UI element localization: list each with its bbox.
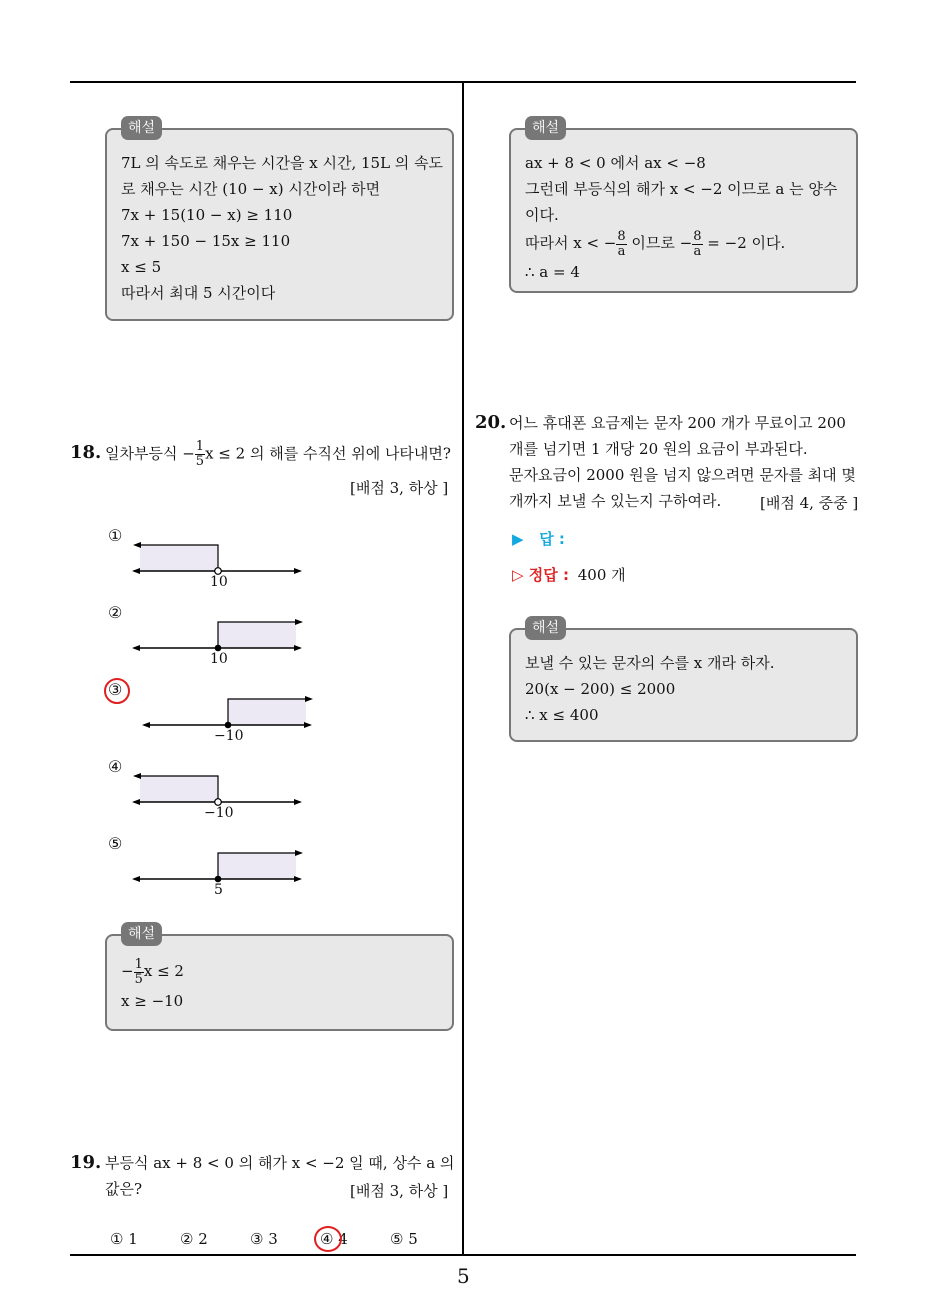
option-5-mark[interactable]: ⑤: [108, 834, 123, 853]
solution-line: 7x + 150 − 15x ≥ 110: [121, 232, 291, 250]
correct-answer-value: 400 개: [577, 566, 626, 584]
fraction-denominator: a: [617, 243, 626, 259]
fraction: [616, 230, 626, 259]
option-3-mark[interactable]: ③: [108, 680, 123, 699]
solution-line: [525, 228, 842, 259]
question-text-18: [105, 440, 451, 469]
solution-line: ∴ a = 4: [525, 262, 580, 281]
choice-2[interactable]: ② 2: [180, 1230, 208, 1248]
question-number-20: 20.: [475, 412, 507, 433]
solution-line: 이다.: [525, 206, 559, 224]
number-line-label: −10: [204, 805, 234, 821]
fraction-denominator: 5: [134, 971, 143, 987]
solution-line: 로 채우는 시간 (10 − x) 시간이라 하면: [121, 180, 381, 198]
fraction-numerator: 1: [195, 439, 205, 454]
selected-answer-circle: [104, 678, 130, 704]
solution-text-part: x ≤ 2: [143, 962, 184, 980]
correct-answer-label: ▷ 정답 :: [512, 566, 569, 584]
fraction-numerator: 1: [134, 956, 143, 972]
solution-tag: 해설: [525, 616, 566, 640]
question-line: 문자요금이 2000 원을 넘지 않으려면 문자를 최대 몇: [509, 466, 856, 484]
option-2-mark[interactable]: ②: [108, 603, 123, 622]
solution-line: ∴ x ≤ 400: [525, 706, 599, 724]
fraction-denominator: 5: [195, 454, 205, 469]
fraction-denominator: a: [693, 243, 702, 259]
choice-4[interactable]: ④ 4: [320, 1230, 348, 1248]
solution-tag: 해설: [121, 116, 162, 140]
number-line-label: −10: [214, 728, 244, 744]
solution-line: ax + 8 < 0 에서 ax < −8: [525, 154, 706, 172]
fraction-numerator: 8: [693, 228, 702, 244]
choice-1[interactable]: ① 1: [110, 1230, 138, 1248]
selected-answer-circle: [314, 1226, 342, 1252]
answer-field-label[interactable]: ▶ 답 :: [512, 530, 565, 548]
solution-text-part: −: [121, 962, 134, 980]
choice-3[interactable]: ③ 3: [250, 1230, 278, 1248]
question-line: 개까지 보낼 수 있는지 구하여라.: [509, 492, 722, 510]
score-19: [배점 3, 하상 ]: [350, 1182, 449, 1200]
question-text-19-line2: 값은?: [105, 1180, 143, 1198]
solution-text-part: 이므로 −: [626, 234, 693, 252]
solution-box-19: [509, 120, 858, 293]
page-number: 5: [457, 1264, 470, 1288]
correct-answer-row: [512, 564, 626, 585]
solution-text-part: = −2 이다.: [702, 234, 786, 252]
solution-line: 20(x − 200) ≤ 2000: [525, 680, 676, 698]
column-divider: [462, 83, 464, 1255]
solution-box-17: [105, 120, 454, 321]
choice-5[interactable]: ⑤ 5: [390, 1230, 418, 1248]
question-number-18: 18.: [70, 442, 102, 463]
solution-text-part: 따라서 x < −: [525, 234, 617, 252]
question-text-19-line1: 부등식 ax + 8 < 0 의 해가 x < −2 일 때, 상수 a 의: [105, 1154, 455, 1172]
question-line: 어느 휴대폰 요금제는 문자 200 개가 무료이고 200: [509, 414, 846, 432]
solution-box-20: [509, 620, 858, 742]
option-4-mark[interactable]: ④: [108, 757, 123, 776]
solution-tag: 해설: [121, 922, 162, 946]
question-number-19: 19.: [70, 1152, 102, 1173]
fraction: [692, 230, 702, 259]
solution-line: x ≤ 5: [121, 258, 162, 276]
score-20: [배점 4, 중중 ]: [760, 494, 859, 512]
solution-line: x ≥ −10: [121, 992, 184, 1010]
question-text-part: 일차부등식 −: [105, 444, 195, 463]
solution-line: [121, 954, 438, 988]
number-line-label: 10: [210, 574, 228, 590]
score-18: [배점 3, 하상 ]: [350, 479, 449, 497]
solution-line: 그런데 부등식의 해가 x < −2 이므로 a 는 양수: [525, 180, 838, 198]
option-1-mark[interactable]: ①: [108, 526, 123, 545]
number-line-label: 5: [214, 882, 223, 898]
solution-line: 7L 의 속도로 채우는 시간을 x 시간, 15L 의 속도: [121, 154, 444, 172]
fraction-numerator: 8: [617, 228, 626, 244]
number-line-label: 10: [210, 651, 228, 667]
question-line: 개를 넘기면 1 개당 20 원의 요금이 부과된다.: [509, 440, 808, 458]
fraction: [195, 440, 205, 469]
solution-line: 보낼 수 있는 문자의 수를 x 개라 하자.: [525, 654, 775, 672]
solution-line: 7x + 15(10 − x) ≥ 110: [121, 206, 293, 224]
question-text-part: x ≤ 2 의 해를 수직선 위에 나타내면?: [205, 444, 451, 463]
bottom-rule: [70, 1254, 856, 1256]
solution-box-18: [105, 926, 454, 1031]
solution-line: 따라서 최대 5 시간이다: [121, 284, 276, 302]
solution-tag: 해설: [525, 116, 566, 140]
fraction: [134, 958, 144, 987]
